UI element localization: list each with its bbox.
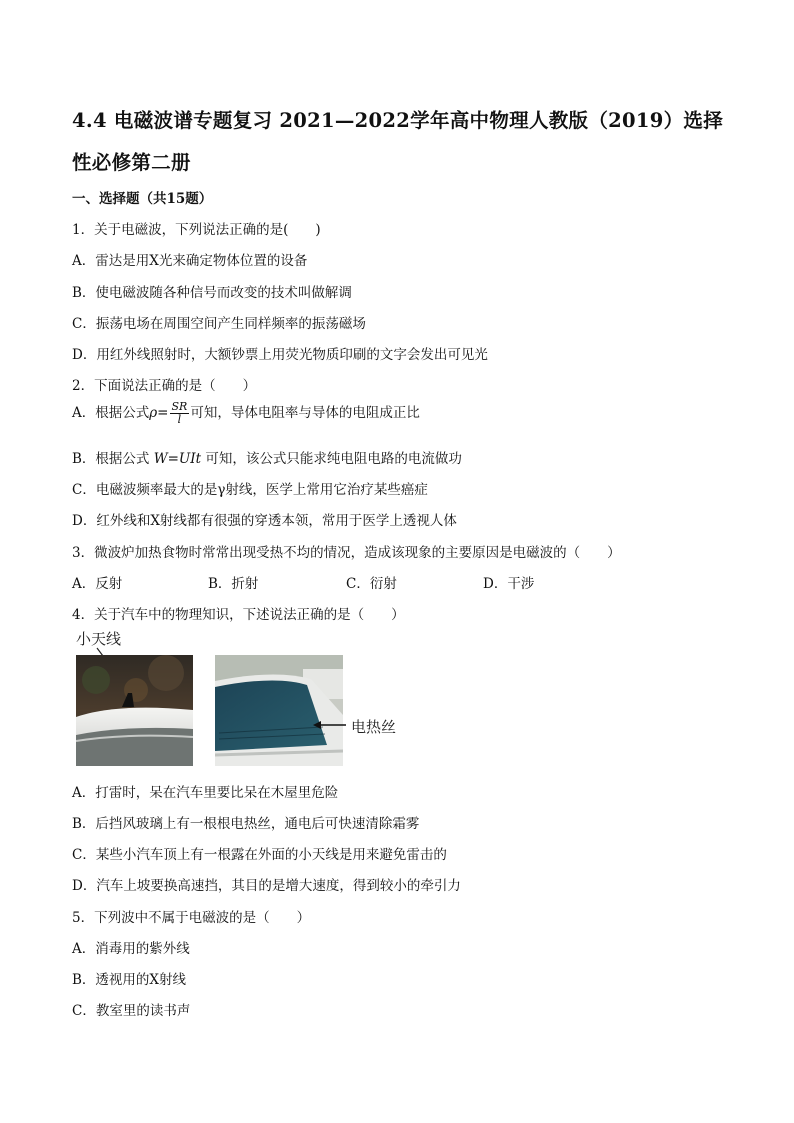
question-1-stem: 1．关于电磁波，下列说法正确的是( ) [72, 222, 321, 238]
question-3-option-a: A．反射 [72, 576, 123, 592]
question-4-option-b: B．后挡风玻璃上有一根根电热丝，通电后可快速清除霜雾 [72, 816, 420, 832]
question-2-option-a [72, 401, 420, 426]
question-4-stem: 4．关于汽车中的物理知识，下述说法正确的是（ ） [72, 607, 405, 623]
question-2-option-b [72, 447, 462, 467]
fraction-numerator: SR [171, 400, 188, 413]
question-5-option-b: B．透视用的X射线 [72, 972, 187, 988]
question-5-option-a: A．消毒用的紫外线 [72, 941, 190, 957]
question-3-option-d: D．干涉 [483, 576, 535, 592]
question-5-stem: 5．下列波中不属于电磁波的是（ ） [72, 910, 311, 926]
question-2-stem: 2．下面说法正确的是（ ） [72, 378, 257, 394]
car-roof-antenna-photo [76, 655, 193, 766]
question-1-option-d: D．用红外线照射时，大额钞票上用荧光物质印刷的文字会发出可见光 [72, 347, 488, 363]
question-3-option-c: C．衍射 [346, 576, 397, 592]
heating-wire-arrow [312, 718, 348, 732]
formula-fraction [170, 401, 190, 426]
document-title: 4.4 电磁波谱专题复习 2021—2022学年高中物理人教版（2019）选择性必修第二册 [72, 109, 724, 174]
question-4-option-c: C．某些小汽车顶上有一根露在外面的小天线是用来避免雷击的 [72, 847, 447, 863]
question-1-option-a: A．雷达是用X光来确定物体位置的设备 [72, 253, 308, 269]
section-heading: 一、选择题（共15题） [72, 191, 213, 207]
antenna-label: 小天线 [76, 630, 122, 648]
option-prefix: A．根据公式 [72, 405, 150, 421]
option-suffix: 可知，导体电阻率与导体的电阻成正比 [190, 405, 420, 421]
option-suffix: 可知，该公式只能求纯电阻电路的电流做功 [201, 451, 462, 467]
question-2-option-d: D．红外线和X射线都有很强的穿透本领，常用于医学上透视人体 [72, 513, 457, 529]
question-4-option-a: A．打雷时，呆在汽车里要比呆在木屋里危险 [72, 785, 339, 801]
rear-window-heating-wire-photo [215, 655, 343, 766]
question-2-option-c: C．电磁波频率最大的是γ射线，医学上常用它治疗某些癌症 [72, 482, 428, 498]
question-5-option-c: C．教室里的读书声 [72, 1003, 191, 1019]
formula: W=UIt [153, 451, 202, 467]
question-1-option-b: B．使电磁波随各种信号而改变的技术叫做解调 [72, 285, 352, 301]
option-prefix: B．根据公式 [72, 451, 154, 467]
formula-lhs: ρ= [149, 405, 169, 421]
heating-wire-label: 电热丝 [351, 718, 397, 736]
question-4-option-d: D．汽车上坡要换高速挡，其目的是增大速度，得到较小的牵引力 [72, 878, 461, 894]
fraction-denominator: l [177, 413, 182, 426]
question-3-option-b: B．折射 [208, 576, 259, 592]
question-3-stem: 3．微波炉加热食物时常常出现受热不均的情况，造成该现象的主要原因是电磁波的（ ） [72, 545, 621, 561]
question-1-option-c: C．振荡电场在周围空间产生同样频率的振荡磁场 [72, 316, 366, 332]
